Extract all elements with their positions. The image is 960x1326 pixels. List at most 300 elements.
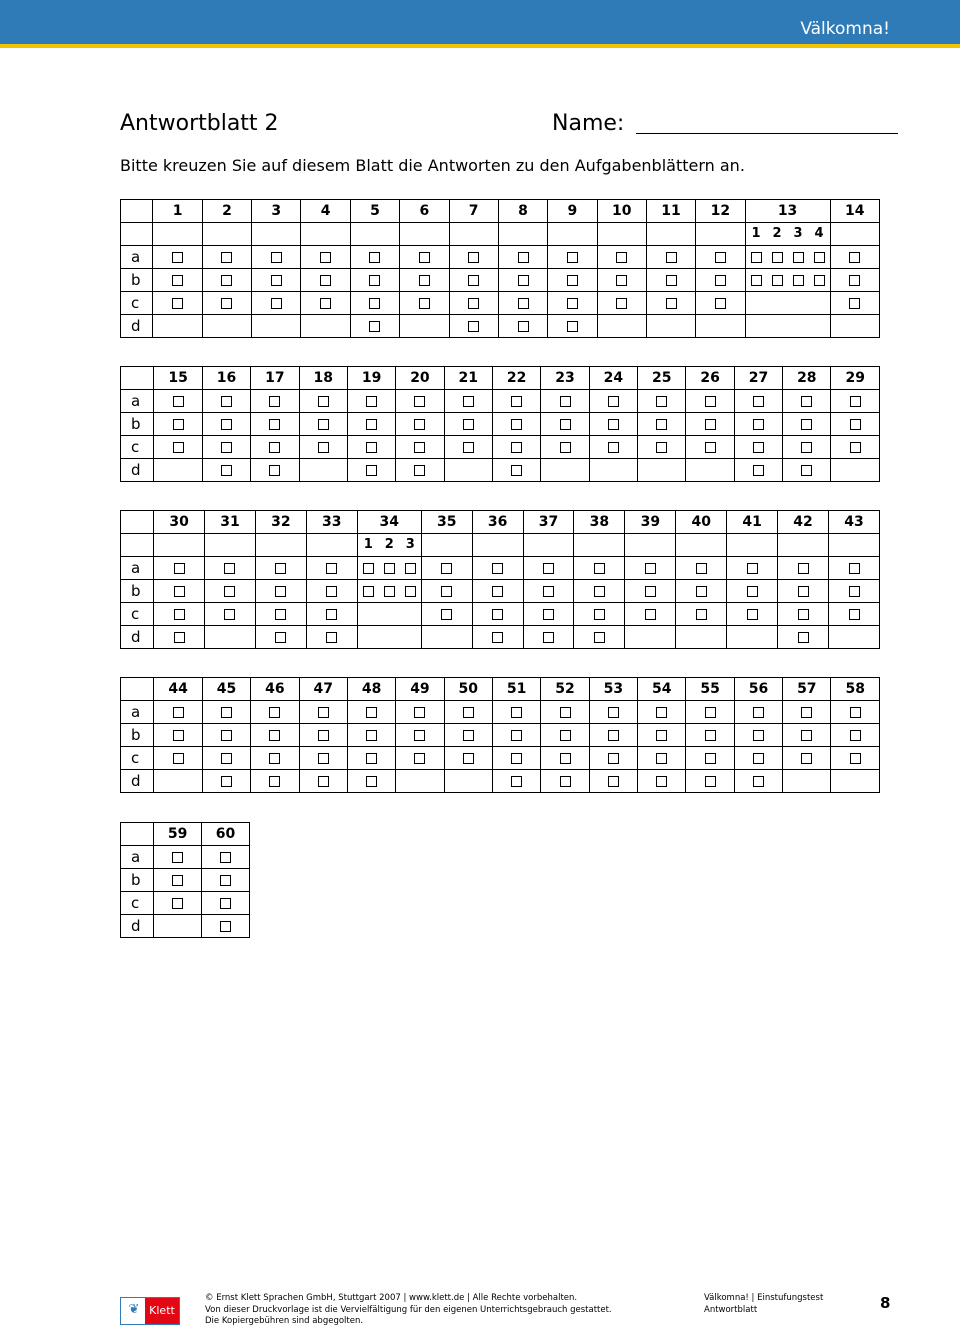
answer-cell: [202, 846, 250, 869]
checkbox[interactable]: [753, 730, 764, 741]
checkbox[interactable]: [567, 298, 578, 309]
subquestion-row: [121, 223, 880, 246]
row-label: b: [121, 869, 154, 892]
checkbox[interactable]: [405, 563, 416, 574]
subquestion-number: 2: [384, 537, 394, 552]
checkbox[interactable]: [715, 252, 726, 263]
checkbox[interactable]: [567, 275, 578, 286]
checkbox[interactable]: [369, 298, 380, 309]
answer-cell: [472, 557, 523, 580]
checkbox[interactable]: [366, 442, 377, 453]
answer-row-d: [121, 770, 880, 793]
checkbox[interactable]: [384, 563, 395, 574]
checkbox[interactable]: [174, 586, 185, 597]
checkbox[interactable]: [608, 442, 619, 453]
answer-cell: [301, 269, 350, 292]
checkbox[interactable]: [468, 252, 479, 263]
checkbox[interactable]: [405, 586, 416, 597]
checkbox[interactable]: [369, 321, 380, 332]
checkbox[interactable]: [656, 419, 667, 430]
answer-cell: [574, 557, 625, 580]
question-number: 42: [778, 511, 829, 534]
checkbox[interactable]: [221, 275, 232, 286]
answer-cell: [251, 413, 299, 436]
answer-cell: [357, 626, 421, 649]
checkbox[interactable]: [751, 252, 762, 263]
subquestion-row: [121, 534, 880, 557]
answer-cell: [492, 747, 540, 770]
answer-row-c: [121, 292, 880, 315]
checkbox[interactable]: [801, 707, 812, 718]
checkbox[interactable]: [173, 707, 184, 718]
checkbox[interactable]: [326, 563, 337, 574]
checkbox[interactable]: [705, 442, 716, 453]
checkbox[interactable]: [511, 419, 522, 430]
checkbox[interactable]: [492, 586, 503, 597]
checkbox[interactable]: [468, 275, 479, 286]
checkbox[interactable]: [850, 707, 861, 718]
checkbox[interactable]: [798, 586, 809, 597]
answer-row-d: [121, 459, 880, 482]
question-number: 51: [492, 678, 540, 701]
checkbox[interactable]: [801, 753, 812, 764]
checkbox[interactable]: [275, 586, 286, 597]
checkbox[interactable]: [174, 632, 185, 643]
answer-row-b: [121, 869, 250, 892]
checkbox[interactable]: [221, 442, 232, 453]
checkbox[interactable]: [849, 609, 860, 620]
checkbox[interactable]: [560, 442, 571, 453]
checkbox[interactable]: [366, 419, 377, 430]
checkbox[interactable]: [414, 465, 425, 476]
checkbox[interactable]: [419, 298, 430, 309]
checkbox[interactable]: [463, 442, 474, 453]
checkbox[interactable]: [560, 730, 571, 741]
checkbox[interactable]: [511, 442, 522, 453]
checkbox[interactable]: [666, 252, 677, 263]
checkbox[interactable]: [221, 753, 232, 764]
checkbox[interactable]: [320, 275, 331, 286]
checkbox[interactable]: [463, 730, 474, 741]
checkbox[interactable]: [666, 275, 677, 286]
checkbox[interactable]: [511, 707, 522, 718]
checkbox[interactable]: [567, 252, 578, 263]
checkbox[interactable]: [608, 419, 619, 430]
subquestion-cell: [727, 534, 778, 557]
checkbox[interactable]: [318, 776, 329, 787]
checkbox[interactable]: [511, 730, 522, 741]
checkbox[interactable]: [705, 396, 716, 407]
checkbox[interactable]: [798, 632, 809, 643]
checkbox[interactable]: [511, 753, 522, 764]
checkbox[interactable]: [221, 776, 232, 787]
checkbox[interactable]: [849, 275, 860, 286]
checkbox[interactable]: [518, 275, 529, 286]
answer-cell: [251, 724, 299, 747]
checkbox[interactable]: [492, 609, 503, 620]
checkbox[interactable]: [414, 707, 425, 718]
answer-cell: [638, 459, 686, 482]
checkbox[interactable]: [560, 753, 571, 764]
answer-cell: [357, 580, 421, 603]
answer-cell: [829, 557, 880, 580]
checkbox[interactable]: [173, 730, 184, 741]
checkbox[interactable]: [608, 776, 619, 787]
checkbox[interactable]: [705, 707, 716, 718]
checkbox[interactable]: [753, 442, 764, 453]
answer-cell: [347, 747, 395, 770]
checkbox[interactable]: [705, 776, 716, 787]
checkbox[interactable]: [318, 419, 329, 430]
checkbox[interactable]: [656, 753, 667, 764]
checkbox[interactable]: [363, 563, 374, 574]
checkbox[interactable]: [269, 776, 280, 787]
subanswer-slot: [788, 269, 809, 291]
checkbox[interactable]: [492, 632, 503, 643]
checkbox[interactable]: [275, 609, 286, 620]
checkbox[interactable]: [366, 776, 377, 787]
checkbox[interactable]: [705, 753, 716, 764]
checkbox[interactable]: [645, 586, 656, 597]
checkbox[interactable]: [269, 707, 280, 718]
subquestion-cell: [205, 534, 256, 557]
question-number: 54: [638, 678, 686, 701]
header-accent-strip: [0, 44, 960, 48]
checkbox[interactable]: [543, 563, 554, 574]
answer-cell: [541, 724, 589, 747]
answer-cell: [541, 436, 589, 459]
checkbox[interactable]: [656, 707, 667, 718]
checkbox[interactable]: [751, 275, 762, 286]
checkbox[interactable]: [850, 442, 861, 453]
checkbox[interactable]: [366, 707, 377, 718]
checkbox[interactable]: [849, 563, 860, 574]
checkbox[interactable]: [172, 298, 183, 309]
checkbox[interactable]: [801, 730, 812, 741]
checkbox[interactable]: [696, 563, 707, 574]
checkbox[interactable]: [753, 396, 764, 407]
answer-cell: [400, 246, 449, 269]
checkbox[interactable]: [414, 753, 425, 764]
checkbox[interactable]: [696, 609, 707, 620]
answer-cell: [154, 915, 202, 938]
checkbox[interactable]: [269, 730, 280, 741]
question-number: 17: [251, 367, 299, 390]
subquestion-cell: [574, 534, 625, 557]
answer-cell: [541, 747, 589, 770]
answer-cell: [589, 436, 637, 459]
row-label: c: [121, 892, 154, 915]
checkbox[interactable]: [543, 586, 554, 597]
checkbox[interactable]: [801, 419, 812, 430]
answer-cell: [676, 580, 727, 603]
checkbox[interactable]: [275, 632, 286, 643]
question-number: 5: [350, 200, 399, 223]
checkbox[interactable]: [511, 776, 522, 787]
checkbox[interactable]: [793, 252, 804, 263]
answer-cell: [299, 413, 347, 436]
checkbox[interactable]: [463, 396, 474, 407]
checkbox[interactable]: [419, 252, 430, 263]
checkbox[interactable]: [656, 776, 667, 787]
checkbox[interactable]: [492, 563, 503, 574]
answer-cell: [638, 436, 686, 459]
checkbox[interactable]: [656, 396, 667, 407]
checkbox[interactable]: [320, 298, 331, 309]
checkbox[interactable]: [441, 563, 452, 574]
checkbox[interactable]: [441, 609, 452, 620]
checkbox[interactable]: [747, 563, 758, 574]
checkbox[interactable]: [414, 730, 425, 741]
checkbox[interactable]: [715, 298, 726, 309]
checkbox[interactable]: [172, 875, 183, 886]
checkbox[interactable]: [801, 465, 812, 476]
corner-cell: [121, 223, 153, 246]
checkbox[interactable]: [645, 609, 656, 620]
checkbox[interactable]: [656, 730, 667, 741]
checkbox[interactable]: [369, 275, 380, 286]
checkbox[interactable]: [220, 875, 231, 886]
answer-cell: [498, 315, 547, 338]
answer-cell: [492, 459, 540, 482]
checkbox[interactable]: [793, 275, 804, 286]
subquestion-number: 3: [405, 537, 415, 552]
subquestion-cell: [301, 223, 350, 246]
checkbox[interactable]: [696, 586, 707, 597]
checkbox[interactable]: [326, 632, 337, 643]
checkbox[interactable]: [414, 442, 425, 453]
checkbox[interactable]: [366, 465, 377, 476]
checkbox[interactable]: [221, 465, 232, 476]
checkbox[interactable]: [173, 442, 184, 453]
checkbox[interactable]: [326, 609, 337, 620]
checkbox[interactable]: [318, 730, 329, 741]
checkbox[interactable]: [468, 321, 479, 332]
checkbox[interactable]: [850, 396, 861, 407]
checkbox[interactable]: [594, 632, 605, 643]
answer-cell: [778, 557, 829, 580]
checkbox[interactable]: [518, 252, 529, 263]
row-label: a: [121, 846, 154, 869]
checkbox[interactable]: [801, 396, 812, 407]
answer-cell: [829, 603, 880, 626]
checkbox[interactable]: [221, 730, 232, 741]
answer-cell: [421, 557, 472, 580]
checkbox[interactable]: [221, 298, 232, 309]
checkbox[interactable]: [801, 442, 812, 453]
subquestion-cell: [153, 223, 202, 246]
checkbox[interactable]: [772, 275, 783, 286]
answer-cell: [255, 603, 306, 626]
checkbox[interactable]: [518, 321, 529, 332]
checkbox[interactable]: [705, 730, 716, 741]
answer-table-4: [120, 677, 880, 793]
checkbox[interactable]: [224, 586, 235, 597]
checkbox[interactable]: [849, 586, 860, 597]
checkbox[interactable]: [468, 298, 479, 309]
answer-cell: [548, 315, 597, 338]
checkbox[interactable]: [543, 609, 554, 620]
checkbox[interactable]: [221, 419, 232, 430]
checkbox[interactable]: [849, 252, 860, 263]
checkbox[interactable]: [414, 396, 425, 407]
checkbox[interactable]: [275, 563, 286, 574]
checkbox[interactable]: [172, 898, 183, 909]
checkbox[interactable]: [645, 563, 656, 574]
checkbox[interactable]: [616, 298, 627, 309]
name-field[interactable]: [636, 133, 898, 134]
checkbox[interactable]: [318, 707, 329, 718]
checkbox[interactable]: [511, 396, 522, 407]
checkbox[interactable]: [414, 419, 425, 430]
checkbox[interactable]: [753, 776, 764, 787]
checkbox[interactable]: [560, 419, 571, 430]
checkbox[interactable]: [608, 730, 619, 741]
checkbox[interactable]: [441, 586, 452, 597]
footer-copyright: © Ernst Klett Sprachen GmbH, Stuttgart 2007 | www.klett.de | Alle Rechte vorbehalten.: [205, 1293, 578, 1303]
checkbox[interactable]: [384, 586, 395, 597]
subquestion-cell: [646, 223, 695, 246]
checkbox[interactable]: [594, 563, 605, 574]
answer-cell: [686, 390, 734, 413]
checkbox[interactable]: [608, 753, 619, 764]
answer-cell: [498, 269, 547, 292]
checkbox[interactable]: [271, 252, 282, 263]
checkbox[interactable]: [220, 921, 231, 932]
checkbox[interactable]: [463, 419, 474, 430]
checkbox[interactable]: [221, 396, 232, 407]
corner-cell: [121, 534, 154, 557]
checkbox[interactable]: [363, 586, 374, 597]
checkbox[interactable]: [172, 852, 183, 863]
checkbox[interactable]: [326, 586, 337, 597]
checkbox[interactable]: [318, 396, 329, 407]
checkbox[interactable]: [616, 275, 627, 286]
checkbox[interactable]: [850, 753, 861, 764]
question-number: 31: [205, 511, 256, 534]
answer-cell: [472, 626, 523, 649]
checkbox[interactable]: [173, 419, 184, 430]
checkbox[interactable]: [318, 442, 329, 453]
checkbox[interactable]: [772, 252, 783, 263]
answer-cell: [444, 770, 492, 793]
checkbox[interactable]: [463, 707, 474, 718]
checkbox[interactable]: [366, 753, 377, 764]
subquestion-cell: [676, 534, 727, 557]
checkbox[interactable]: [715, 275, 726, 286]
answer-cell: [734, 747, 782, 770]
subquestion-cell: [829, 534, 880, 557]
checkbox[interactable]: [366, 396, 377, 407]
question-number: 30: [154, 511, 205, 534]
answer-cell: [350, 246, 399, 269]
checkbox[interactable]: [656, 442, 667, 453]
checkbox[interactable]: [608, 396, 619, 407]
answer-cell: [202, 747, 250, 770]
checkbox[interactable]: [366, 730, 377, 741]
checkbox[interactable]: [224, 609, 235, 620]
checkbox[interactable]: [511, 465, 522, 476]
checkbox[interactable]: [174, 609, 185, 620]
checkbox[interactable]: [594, 586, 605, 597]
checkbox[interactable]: [173, 753, 184, 764]
checkbox[interactable]: [850, 730, 861, 741]
checkbox[interactable]: [271, 275, 282, 286]
checkbox[interactable]: [318, 753, 329, 764]
checkbox[interactable]: [224, 563, 235, 574]
checkbox[interactable]: [666, 298, 677, 309]
checkbox[interactable]: [173, 396, 184, 407]
checkbox[interactable]: [221, 252, 232, 263]
checkbox[interactable]: [705, 419, 716, 430]
checkbox[interactable]: [269, 419, 280, 430]
answer-row-a: [121, 701, 880, 724]
checkbox[interactable]: [560, 776, 571, 787]
checkbox[interactable]: [320, 252, 331, 263]
checkbox[interactable]: [269, 753, 280, 764]
checkbox[interactable]: [608, 707, 619, 718]
checkbox[interactable]: [221, 707, 232, 718]
checkbox[interactable]: [753, 707, 764, 718]
checkbox[interactable]: [560, 707, 571, 718]
question-number: 28: [783, 367, 831, 390]
checkbox[interactable]: [753, 419, 764, 430]
answer-cell: [396, 459, 444, 482]
checkbox[interactable]: [269, 465, 280, 476]
checkbox[interactable]: [814, 275, 825, 286]
checkbox[interactable]: [269, 396, 280, 407]
checkbox[interactable]: [220, 898, 231, 909]
checkbox[interactable]: [518, 298, 529, 309]
question-number: 10: [597, 200, 646, 223]
checkbox[interactable]: [271, 298, 282, 309]
answer-cell: [830, 292, 879, 315]
answer-cell: [498, 246, 547, 269]
checkbox[interactable]: [560, 396, 571, 407]
question-number: 1: [153, 200, 202, 223]
checkbox[interactable]: [174, 563, 185, 574]
checkbox[interactable]: [567, 321, 578, 332]
answer-cell: [449, 246, 498, 269]
checkbox[interactable]: [798, 609, 809, 620]
checkbox[interactable]: [753, 465, 764, 476]
checkbox[interactable]: [798, 563, 809, 574]
answer-cell: [676, 603, 727, 626]
checkbox[interactable]: [747, 609, 758, 620]
checkbox[interactable]: [172, 275, 183, 286]
checkbox[interactable]: [220, 852, 231, 863]
answer-cell: [676, 557, 727, 580]
checkbox[interactable]: [616, 252, 627, 263]
checkbox[interactable]: [850, 419, 861, 430]
subquestion-cell: [523, 534, 574, 557]
checkbox[interactable]: [849, 298, 860, 309]
checkbox[interactable]: [753, 753, 764, 764]
answer-cell: [400, 292, 449, 315]
checkbox[interactable]: [463, 753, 474, 764]
checkbox[interactable]: [369, 252, 380, 263]
checkbox[interactable]: [172, 252, 183, 263]
answer-cell: [396, 436, 444, 459]
answer-cell: [472, 603, 523, 626]
answer-cell: [154, 770, 202, 793]
checkbox[interactable]: [269, 442, 280, 453]
checkbox[interactable]: [594, 609, 605, 620]
checkbox[interactable]: [747, 586, 758, 597]
checkbox[interactable]: [814, 252, 825, 263]
checkbox[interactable]: [543, 632, 554, 643]
checkbox[interactable]: [419, 275, 430, 286]
